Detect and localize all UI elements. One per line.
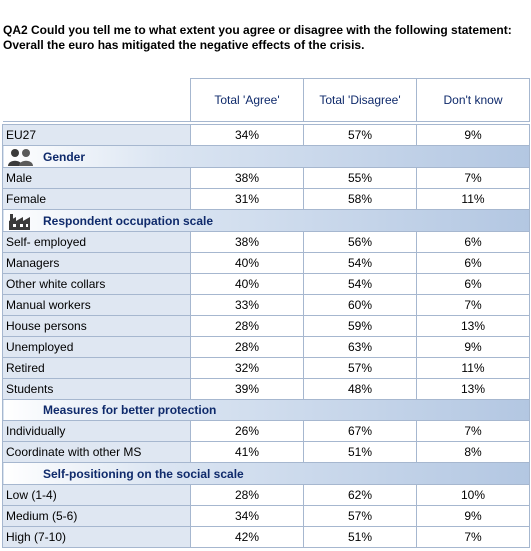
row-value-agree: 39% xyxy=(191,378,304,399)
section-header xyxy=(3,146,530,168)
table-row xyxy=(3,442,530,463)
row-value-dont-know: 13% xyxy=(417,378,530,399)
table-row xyxy=(3,188,530,209)
table-row xyxy=(3,485,530,506)
row-value-agree: 32% xyxy=(191,357,304,378)
row-value-disagree: 54% xyxy=(304,273,417,294)
section-header xyxy=(3,209,530,231)
section-title: Self-positioning on the social scale xyxy=(43,467,244,482)
table-row xyxy=(3,252,530,273)
table-row xyxy=(3,421,530,442)
row-value-dont-know: 9% xyxy=(417,125,530,146)
header-total-disagree: Total 'Disagree' xyxy=(304,79,417,122)
row-value-agree: 34% xyxy=(191,125,304,146)
row-value-disagree: 58% xyxy=(304,188,417,209)
section-title: Gender xyxy=(43,149,86,164)
table-row-eu27 xyxy=(3,125,530,146)
row-value-agree: 28% xyxy=(191,315,304,336)
question-line-1: QA2 Could you tell me to what extent you agree or disagree with the following statement: xyxy=(3,23,512,37)
table-row xyxy=(3,506,530,527)
row-label: Managers xyxy=(3,252,191,273)
row-value-dont-know: 6% xyxy=(417,273,530,294)
row-value-agree: 41% xyxy=(191,442,304,463)
row-label: Other white collars xyxy=(3,273,191,294)
table-row xyxy=(3,315,530,336)
question-line-2: Overall the euro has mitigated the negative effects of the crisis. xyxy=(3,38,365,52)
row-value-disagree: 57% xyxy=(304,506,417,527)
table-row xyxy=(3,357,530,378)
row-value-disagree: 54% xyxy=(304,252,417,273)
factory-icon xyxy=(7,212,35,230)
table-row xyxy=(3,231,530,252)
row-label: High (7-10) xyxy=(3,527,191,548)
section-title-cell xyxy=(3,209,530,231)
row-label: Coordinate with other MS xyxy=(3,442,191,463)
row-value-dont-know: 10% xyxy=(417,485,530,506)
table-header-row xyxy=(3,79,530,122)
section-header xyxy=(3,463,530,485)
header-corner xyxy=(3,79,191,122)
row-value-agree: 42% xyxy=(191,527,304,548)
row-value-disagree: 57% xyxy=(304,357,417,378)
table-row xyxy=(3,294,530,315)
row-value-disagree: 63% xyxy=(304,336,417,357)
row-value-disagree: 55% xyxy=(304,167,417,188)
row-label: Individually xyxy=(3,421,191,442)
row-value-agree: 34% xyxy=(191,506,304,527)
row-value-disagree: 59% xyxy=(304,315,417,336)
row-value-dont-know: 6% xyxy=(417,252,530,273)
row-value-disagree: 56% xyxy=(304,231,417,252)
row-label: Low (1-4) xyxy=(3,485,191,506)
row-value-disagree: 57% xyxy=(304,125,417,146)
row-label: Female xyxy=(3,188,191,209)
section-title: Respondent occupation scale xyxy=(43,213,214,228)
row-label: Manual workers xyxy=(3,294,191,315)
row-label: Medium (5-6) xyxy=(3,506,191,527)
table-row xyxy=(3,273,530,294)
row-label: EU27 xyxy=(3,125,191,146)
row-value-agree: 28% xyxy=(191,336,304,357)
row-value-agree: 40% xyxy=(191,273,304,294)
row-value-dont-know: 7% xyxy=(417,294,530,315)
table-row xyxy=(3,167,530,188)
row-label: Retired xyxy=(3,357,191,378)
results-table xyxy=(2,78,530,548)
row-label: Unemployed xyxy=(3,336,191,357)
row-value-agree: 28% xyxy=(191,485,304,506)
section-title-cell xyxy=(3,146,530,168)
row-value-dont-know: 11% xyxy=(417,188,530,209)
row-label: Male xyxy=(3,167,191,188)
row-value-disagree: 48% xyxy=(304,378,417,399)
question-text xyxy=(3,23,529,53)
row-label: Self- employed xyxy=(3,231,191,252)
row-value-agree: 38% xyxy=(191,167,304,188)
table-row xyxy=(3,527,530,548)
row-value-dont-know: 9% xyxy=(417,336,530,357)
table-row xyxy=(3,378,530,399)
row-value-disagree: 51% xyxy=(304,442,417,463)
section-title-cell xyxy=(3,399,530,421)
row-label: House persons xyxy=(3,315,191,336)
row-value-agree: 31% xyxy=(191,188,304,209)
section-header xyxy=(3,399,530,421)
header-total-agree: Total 'Agree' xyxy=(191,79,304,122)
row-value-dont-know: 9% xyxy=(417,506,530,527)
people-icon xyxy=(7,148,35,166)
row-value-agree: 26% xyxy=(191,421,304,442)
row-value-dont-know: 7% xyxy=(417,167,530,188)
row-value-dont-know: 6% xyxy=(417,231,530,252)
row-value-disagree: 62% xyxy=(304,485,417,506)
row-value-disagree: 60% xyxy=(304,294,417,315)
row-value-dont-know: 11% xyxy=(417,357,530,378)
row-value-disagree: 51% xyxy=(304,527,417,548)
row-value-agree: 38% xyxy=(191,231,304,252)
row-value-dont-know: 8% xyxy=(417,442,530,463)
row-value-dont-know: 7% xyxy=(417,527,530,548)
header-dont-know: Don't know xyxy=(417,79,530,122)
section-title: Measures for better protection xyxy=(43,403,217,418)
row-label: Students xyxy=(3,378,191,399)
table-row xyxy=(3,336,530,357)
row-value-dont-know: 7% xyxy=(417,421,530,442)
row-value-agree: 40% xyxy=(191,252,304,273)
row-value-agree: 33% xyxy=(191,294,304,315)
row-value-disagree: 67% xyxy=(304,421,417,442)
section-title-cell xyxy=(3,463,530,485)
row-value-dont-know: 13% xyxy=(417,315,530,336)
